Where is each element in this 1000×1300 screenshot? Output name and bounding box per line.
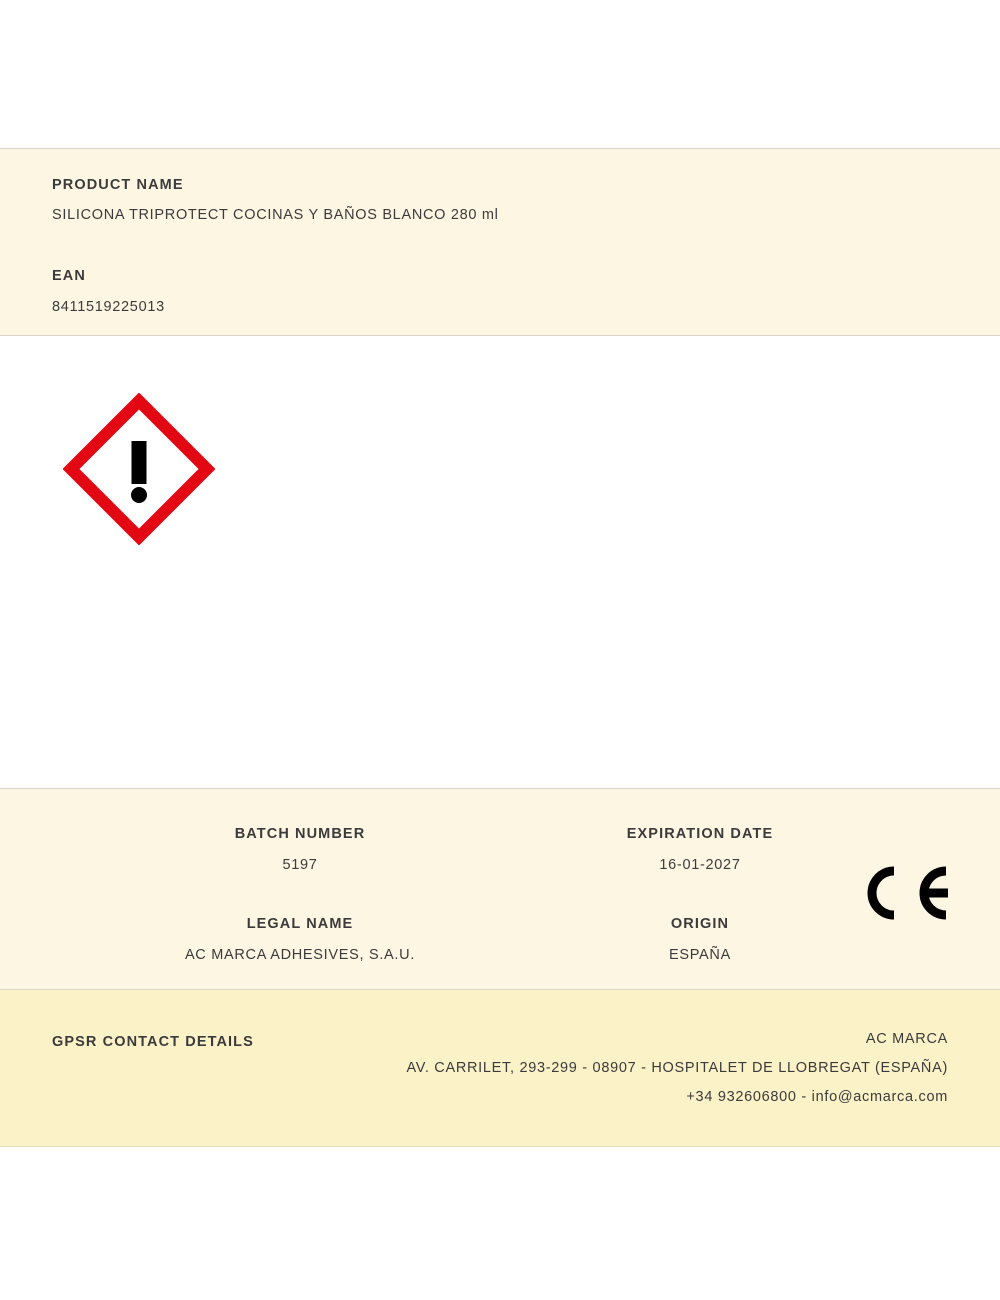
ean-label: EAN [52,268,86,284]
hazard-pictogram-area [0,336,1000,788]
gpsr-company: AC MARCA [865,1031,948,1047]
batch-number-label: BATCH NUMBER [234,826,366,842]
gpsr-address: AV. CARRILET, 293-299 - 08907 - HOSPITALET DE LLOBREGAT (ESPAÑA) [406,1060,948,1076]
origin-value: ESPAÑA [669,947,731,963]
batch-number-value: 5197 [282,857,318,873]
legal-name-value: AC MARCA ADHESIVES, S.A.U. [184,947,416,963]
ghs07-exclamation-mark-icon [63,393,215,545]
gpsr-contact: +34 932606800 - info@acmarca.com [686,1089,948,1105]
gpsr-contact-label: GPSR CONTACT DETAILS [52,1034,254,1050]
product-name-label: PRODUCT NAME [52,177,184,193]
product-details-panel [0,788,1000,990]
expiration-date-value: 16-01-2027 [659,857,741,873]
ean-value: 8411519225013 [52,299,165,315]
gpsr-contact-lines [407,1025,949,1112]
origin-label: ORIGIN [670,916,730,932]
legal-name-label: LEGAL NAME [246,916,354,932]
expiration-date-label: EXPIRATION DATE [626,826,774,842]
gpsr-contact-panel [0,990,1000,1147]
ce-marking-icon [858,865,950,921]
product-info-panel [0,148,1000,336]
product-name-value: SILICONA TRIPROTECT COCINAS Y BAÑOS BLANCO 280 ml [52,207,499,223]
